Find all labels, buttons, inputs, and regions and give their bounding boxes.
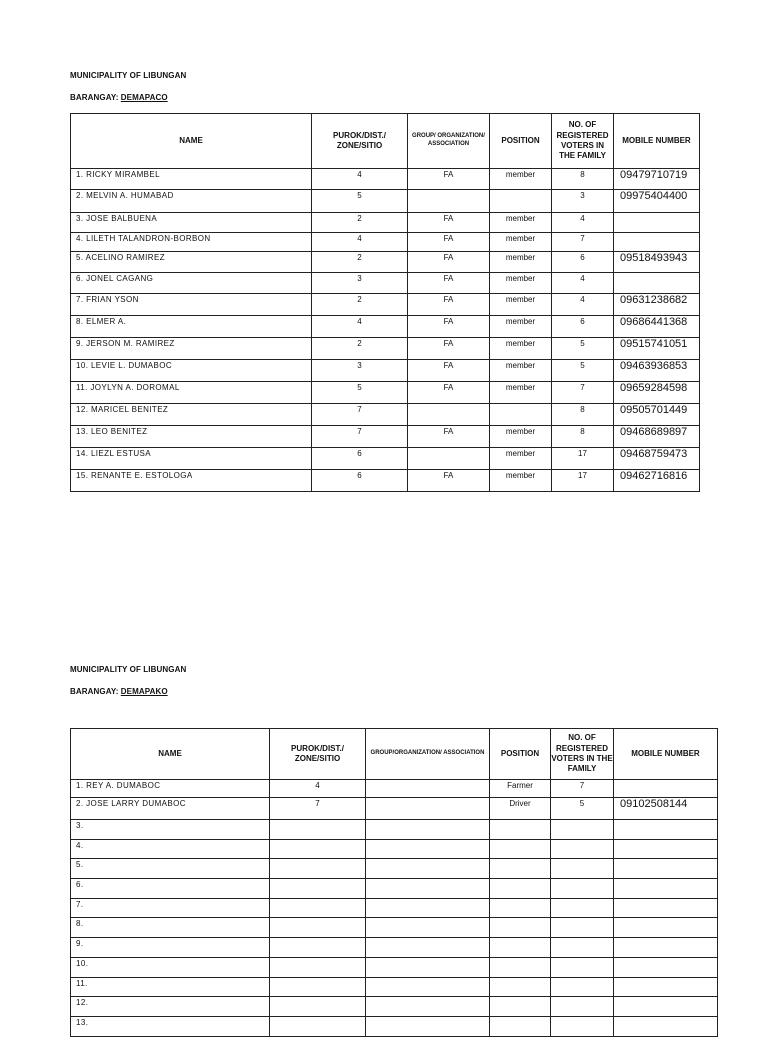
cell-name: 10. LEVIE L. DUMABOC xyxy=(71,360,312,382)
header-group: GROUP/ORGANIZATION/ ASSOCIATION xyxy=(366,729,490,780)
cell-mobile: 09102508144 xyxy=(614,798,718,820)
cell-purok: 5 xyxy=(312,190,408,213)
cell-mobile xyxy=(614,958,718,978)
barangay-label: BARANGAY: xyxy=(70,93,119,102)
cell-voters: 4 xyxy=(552,294,614,316)
cell-group xyxy=(366,899,490,918)
cell-name: 9. xyxy=(71,938,270,958)
cell-mobile: 09686441368 xyxy=(614,316,700,338)
table-row xyxy=(71,918,718,938)
cell-name: 5. ACELINO RAMIREZ xyxy=(71,252,312,273)
cell-purok xyxy=(270,1017,366,1037)
cell-position: member xyxy=(490,360,552,382)
cell-position: member xyxy=(490,448,552,470)
table-row xyxy=(71,820,718,840)
cell-position: member xyxy=(490,213,552,233)
cell-group xyxy=(366,859,490,879)
cell-name: 11. JOYLYN A. DOROMAL xyxy=(71,382,312,404)
cell-mobile: 09659284598 xyxy=(614,382,700,404)
cell-position xyxy=(490,404,552,426)
cell-mobile: 09631238682 xyxy=(614,294,700,316)
cell-voters: 8 xyxy=(552,404,614,426)
cell-position xyxy=(490,997,551,1017)
header-position: POSITION xyxy=(490,729,551,780)
cell-mobile xyxy=(614,899,718,918)
cell-group: FA xyxy=(408,233,490,252)
cell-name: 3. xyxy=(71,820,270,840)
table-body-1 xyxy=(71,169,700,492)
cell-group xyxy=(366,918,490,938)
cell-position xyxy=(490,820,551,840)
cell-purok: 3 xyxy=(312,360,408,382)
cell-purok: 2 xyxy=(312,294,408,316)
cell-mobile xyxy=(614,978,718,997)
cell-mobile: 09462716816 xyxy=(614,470,700,492)
cell-name: 8. xyxy=(71,918,270,938)
cell-name: 2. JOSE LARRY DUMABOC xyxy=(71,798,270,820)
cell-voters: 3 xyxy=(552,190,614,213)
cell-group: FA xyxy=(408,252,490,273)
table-row xyxy=(71,233,700,252)
table-row xyxy=(71,316,700,338)
cell-purok xyxy=(270,879,366,899)
cell-mobile: 09468759473 xyxy=(614,448,700,470)
cell-name: 7. FRIAN YSON xyxy=(71,294,312,316)
cell-voters: 6 xyxy=(552,252,614,273)
cell-group xyxy=(366,958,490,978)
cell-voters xyxy=(551,1017,614,1037)
registry-table-1 xyxy=(70,113,700,492)
cell-purok: 7 xyxy=(312,426,408,448)
cell-group: FA xyxy=(408,213,490,233)
cell-mobile xyxy=(614,233,700,252)
cell-voters xyxy=(551,938,614,958)
table-row xyxy=(71,426,700,448)
cell-name: 12. MARICEL BENITEZ xyxy=(71,404,312,426)
cell-purok xyxy=(270,918,366,938)
cell-group xyxy=(366,798,490,820)
cell-purok xyxy=(270,997,366,1017)
cell-mobile xyxy=(614,820,718,840)
cell-purok xyxy=(270,840,366,859)
cell-purok: 4 xyxy=(312,169,408,190)
cell-voters: 4 xyxy=(552,213,614,233)
table-row xyxy=(71,252,700,273)
cell-name: 7. xyxy=(71,899,270,918)
cell-position xyxy=(490,978,551,997)
table-row xyxy=(71,169,700,190)
cell-group: FA xyxy=(408,382,490,404)
cell-position: Farmer xyxy=(490,780,551,798)
header-mobile: MOBILE NUMBER xyxy=(614,729,718,780)
cell-position xyxy=(490,938,551,958)
cell-group: FA xyxy=(408,169,490,190)
municipality-title-2: MUNICIPALITY OF LIBUNGAN xyxy=(70,665,187,674)
cell-position xyxy=(490,879,551,899)
cell-group: FA xyxy=(408,470,490,492)
header-purok: PUROK/DIST./ ZONE/SITIO xyxy=(270,729,366,780)
cell-voters xyxy=(551,859,614,879)
cell-position: member xyxy=(490,316,552,338)
cell-position xyxy=(490,859,551,879)
table-row xyxy=(71,213,700,233)
table-row xyxy=(71,938,718,958)
cell-voters: 6 xyxy=(552,316,614,338)
cell-mobile: 09515741051 xyxy=(614,338,700,360)
table-row xyxy=(71,190,700,213)
table-row xyxy=(71,404,700,426)
table-row xyxy=(71,798,718,820)
cell-group xyxy=(366,879,490,899)
cell-name: 4. LILETH TALANDRON-BORBON xyxy=(71,233,312,252)
table-row xyxy=(71,470,700,492)
cell-name: 5. xyxy=(71,859,270,879)
barangay-value: DEMAPAKO xyxy=(120,687,168,696)
cell-name: 13. xyxy=(71,1017,270,1037)
cell-group xyxy=(408,448,490,470)
table-body-2 xyxy=(71,780,718,1037)
cell-position: member xyxy=(490,382,552,404)
cell-voters: 7 xyxy=(552,382,614,404)
table-row xyxy=(71,273,700,294)
cell-voters xyxy=(551,997,614,1017)
cell-purok: 2 xyxy=(312,252,408,273)
header-purok: PUROK/DIST./ ZONE/SITIO xyxy=(312,114,408,169)
cell-group xyxy=(366,780,490,798)
table-row xyxy=(71,382,700,404)
cell-purok: 2 xyxy=(312,213,408,233)
cell-position xyxy=(490,1017,551,1037)
cell-group xyxy=(366,820,490,840)
barangay-line-1 xyxy=(70,93,168,102)
registry-table-2 xyxy=(70,728,718,1037)
cell-voters xyxy=(551,840,614,859)
cell-name: 12. xyxy=(71,997,270,1017)
cell-position xyxy=(490,190,552,213)
municipality-title-1: MUNICIPALITY OF LIBUNGAN xyxy=(70,71,187,80)
cell-voters: 17 xyxy=(552,448,614,470)
cell-position: member xyxy=(490,252,552,273)
cell-mobile xyxy=(614,1017,718,1037)
header-group: GROUP/ ORGANIZATION/ ASSOCIATION xyxy=(408,114,490,169)
cell-mobile xyxy=(614,859,718,879)
cell-name: 10. xyxy=(71,958,270,978)
cell-name: 1. REY A. DUMABOC xyxy=(71,780,270,798)
cell-position: Driver xyxy=(490,798,551,820)
cell-mobile xyxy=(614,273,700,294)
cell-mobile: 09463936853 xyxy=(614,360,700,382)
cell-purok: 3 xyxy=(312,273,408,294)
cell-name: 6. xyxy=(71,879,270,899)
cell-voters: 5 xyxy=(551,798,614,820)
header-name: NAME xyxy=(71,114,312,169)
cell-purok: 6 xyxy=(312,448,408,470)
cell-position xyxy=(490,840,551,859)
cell-voters: 7 xyxy=(551,780,614,798)
cell-position: member xyxy=(490,169,552,190)
cell-purok xyxy=(270,859,366,879)
cell-group xyxy=(366,938,490,958)
cell-mobile: 09468689897 xyxy=(614,426,700,448)
cell-purok xyxy=(270,899,366,918)
cell-position: member xyxy=(490,294,552,316)
cell-purok xyxy=(270,958,366,978)
cell-group: FA xyxy=(408,294,490,316)
cell-group xyxy=(366,1017,490,1037)
cell-group: FA xyxy=(408,338,490,360)
cell-purok xyxy=(270,938,366,958)
cell-voters: 5 xyxy=(552,360,614,382)
cell-purok: 4 xyxy=(270,780,366,798)
barangay-line-2 xyxy=(70,687,168,696)
cell-name: 1. RICKY MIRAMBEL xyxy=(71,169,312,190)
cell-voters xyxy=(551,899,614,918)
cell-voters: 8 xyxy=(552,169,614,190)
cell-group xyxy=(408,190,490,213)
cell-group: FA xyxy=(408,426,490,448)
cell-mobile: 09479710719 xyxy=(614,169,700,190)
cell-group: FA xyxy=(408,273,490,294)
cell-mobile: 09505701449 xyxy=(614,404,700,426)
cell-position xyxy=(490,918,551,938)
cell-mobile xyxy=(614,879,718,899)
cell-voters xyxy=(551,978,614,997)
cell-group xyxy=(366,978,490,997)
cell-group: FA xyxy=(408,316,490,338)
cell-group xyxy=(366,840,490,859)
cell-voters: 7 xyxy=(552,233,614,252)
table-row xyxy=(71,879,718,899)
cell-name: 13. LEO BENITEZ xyxy=(71,426,312,448)
cell-mobile xyxy=(614,918,718,938)
cell-position: member xyxy=(490,338,552,360)
cell-purok: 4 xyxy=(312,233,408,252)
table-row xyxy=(71,338,700,360)
cell-name: 9. JERSON M. RAMIREZ xyxy=(71,338,312,360)
cell-purok: 4 xyxy=(312,316,408,338)
cell-name: 11. xyxy=(71,978,270,997)
barangay-value: DEMAPACO xyxy=(120,93,168,102)
cell-voters: 4 xyxy=(552,273,614,294)
cell-name: 4. xyxy=(71,840,270,859)
header-name: NAME xyxy=(71,729,270,780)
table-row xyxy=(71,978,718,997)
cell-mobile xyxy=(614,840,718,859)
cell-name: 6. JONEL CAGANG xyxy=(71,273,312,294)
cell-purok: 2 xyxy=(312,338,408,360)
table-row xyxy=(71,448,700,470)
cell-name: 15. RENANTE E. ESTOLOGA xyxy=(71,470,312,492)
cell-mobile xyxy=(614,997,718,1017)
cell-mobile: 09975404400 xyxy=(614,190,700,213)
cell-name: 14. LIEZL ESTUSA xyxy=(71,448,312,470)
table-row xyxy=(71,899,718,918)
cell-voters xyxy=(551,918,614,938)
cell-purok xyxy=(270,820,366,840)
table-row xyxy=(71,294,700,316)
cell-name: 2. MELVIN A. HUMABAD xyxy=(71,190,312,213)
cell-purok: 6 xyxy=(312,470,408,492)
cell-group xyxy=(366,997,490,1017)
cell-name: 8. ELMER A. xyxy=(71,316,312,338)
cell-mobile xyxy=(614,780,718,798)
cell-position xyxy=(490,899,551,918)
cell-voters: 5 xyxy=(552,338,614,360)
header-position: POSITION xyxy=(490,114,552,169)
cell-group xyxy=(408,404,490,426)
cell-voters: 8 xyxy=(552,426,614,448)
cell-voters xyxy=(551,958,614,978)
cell-mobile: 09518493943 xyxy=(614,252,700,273)
cell-purok xyxy=(270,978,366,997)
cell-mobile xyxy=(614,213,700,233)
table-row xyxy=(71,958,718,978)
header-mobile: MOBILE NUMBER xyxy=(614,114,700,169)
cell-purok: 7 xyxy=(312,404,408,426)
cell-mobile xyxy=(614,938,718,958)
header-voters: NO. OF REGISTERED VOTERS IN THE FAMILY xyxy=(551,729,614,780)
cell-position: member xyxy=(490,233,552,252)
cell-voters xyxy=(551,820,614,840)
table-row xyxy=(71,997,718,1017)
cell-group: FA xyxy=(408,360,490,382)
table-row xyxy=(71,360,700,382)
cell-purok: 7 xyxy=(270,798,366,820)
table-row xyxy=(71,1017,718,1037)
cell-position: member xyxy=(490,470,552,492)
cell-position xyxy=(490,958,551,978)
table-row xyxy=(71,859,718,879)
cell-name: 3. JOSE BALBUENA xyxy=(71,213,312,233)
cell-position: member xyxy=(490,273,552,294)
header-voters: NO. OF REGISTERED VOTERS IN THE FAMILY xyxy=(552,114,614,169)
cell-purok: 5 xyxy=(312,382,408,404)
barangay-label: BARANGAY: xyxy=(70,687,119,696)
cell-voters xyxy=(551,879,614,899)
cell-position: member xyxy=(490,426,552,448)
table-row xyxy=(71,840,718,859)
table-row xyxy=(71,780,718,798)
cell-voters: 17 xyxy=(552,470,614,492)
